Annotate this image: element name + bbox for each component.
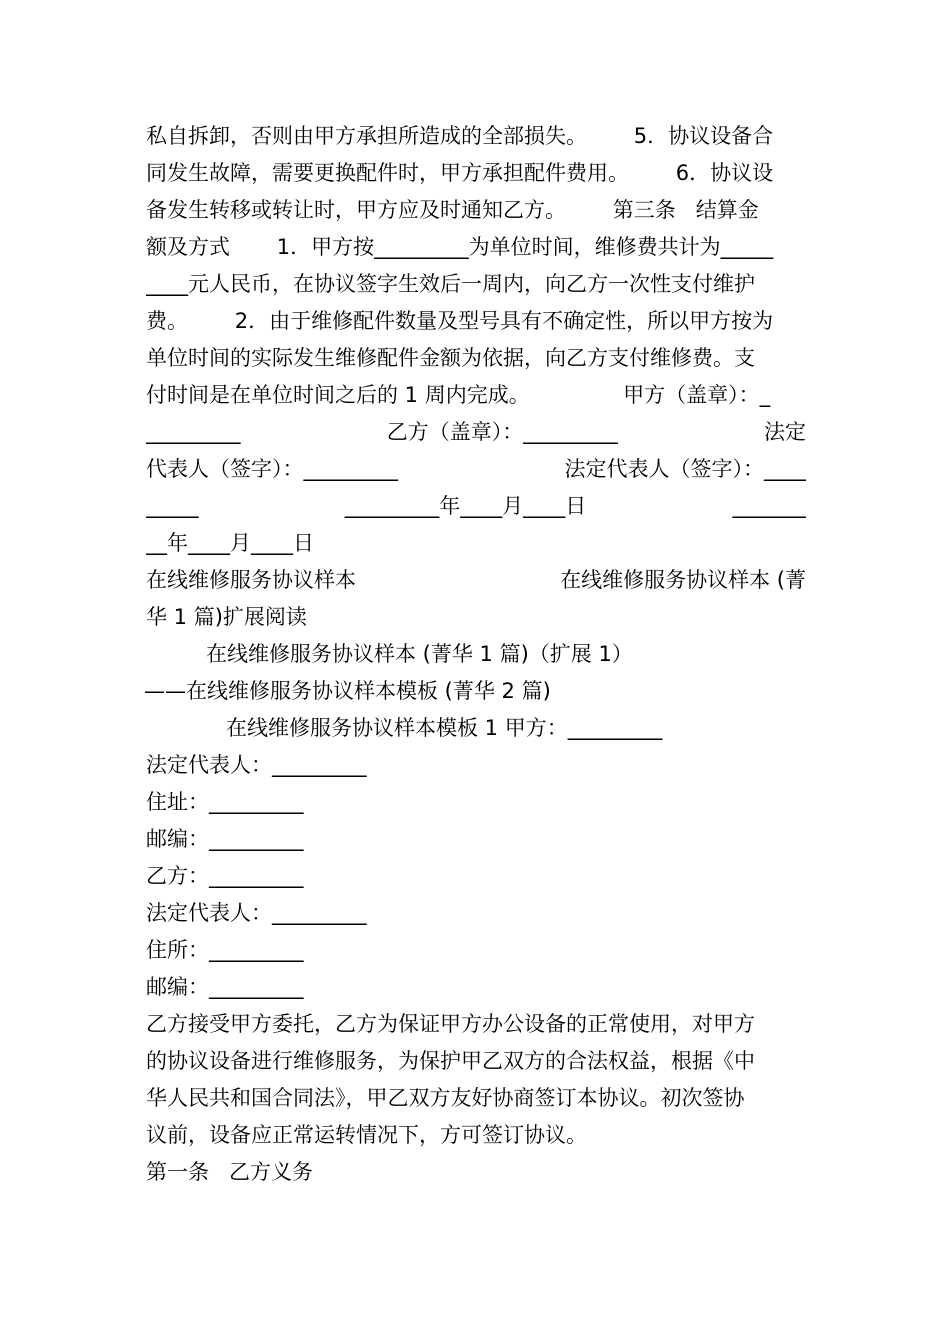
field-line: 法定代表人：_________ <box>146 901 367 925</box>
text-line: 额及方式 1．甲方按_________为单位时间，维修费共计为_____ <box>146 235 774 259</box>
party-a-date: _________年____月____日 <box>344 494 587 518</box>
party-a-legal-rep-sign: 代表人（签字）：_________ <box>146 457 398 481</box>
text-line: ____元人民币，在协议签字生效后一周内，向乙方一次性支付维护 <box>146 272 755 296</box>
related-title: 在线维修服务协议样本 <box>146 568 356 592</box>
paragraph-line: 的协议设备进行维修服务，为保护甲乙双方的合法权益，根据《中 <box>146 1049 755 1073</box>
paragraph-line: 乙方接受甲方委托，乙方为保证甲方办公设备的正常使用，对甲方 <box>146 1012 755 1036</box>
related-cont: 华 1 篇)扩展阅读 <box>146 605 307 629</box>
template-heading: 在线维修服务协议样本模板 1 甲方：_________ <box>226 716 663 740</box>
party-b-seal: 乙方（盖章）：_________ <box>386 420 618 444</box>
legal-rep-label: 法定 <box>764 420 806 444</box>
article-heading: 第一条 乙方义务 <box>146 1160 314 1184</box>
field-line: 邮编：_________ <box>146 975 304 999</box>
text-line: 费。 2．由于维修配件数量及型号具有不确定性，所以甲方按为 <box>146 309 774 333</box>
paragraph-line: 华人民共和国合同法》，甲乙双方友好协商签订本协议。初次签协 <box>146 1086 745 1110</box>
extension-title: 在线维修服务协议样本 (菁华 1 篇)（扩展 1） <box>206 642 633 666</box>
paragraph-line: 议前，设备应正常运转情况下，方可签订协议。 <box>146 1123 587 1147</box>
extension-subtitle: ——在线维修服务协议样本模板 (菁华 2 篇) <box>144 679 551 703</box>
text-line: 同发生故障，需要更换配件时，甲方承担配件费用。 6．协议设 <box>146 161 774 185</box>
related-row <box>146 562 806 599</box>
field-line: 住址：_________ <box>146 790 304 814</box>
signature-blank: _____ <box>146 494 199 518</box>
signature-blank: _________ <box>146 420 241 444</box>
field-line: 乙方：_________ <box>146 864 304 888</box>
party-b-date: __年____月____日 <box>146 531 314 555</box>
text-line: 付时间是在单位时间之后的 1 周内完成。 甲方（盖章）：_ <box>146 383 771 407</box>
signature-blank: _______ <box>732 494 806 518</box>
party-b-legal-rep-sign: 法定代表人（签字）：____ <box>564 457 806 481</box>
text-line: 私自拆卸，否则由甲方承担所造成的全部损失。 5．协议设备合 <box>146 124 774 148</box>
text-line: 备发生转移或转让时，甲方应及时通知乙方。 第三条 结算金 <box>146 198 759 222</box>
date-row <box>146 488 806 525</box>
document-body <box>146 118 806 1191</box>
field-line: 邮编：_________ <box>146 827 304 851</box>
text-line: 单位时间的实际发生维修配件金额为依据，向乙方支付维修费。支 <box>146 346 755 370</box>
related-title: 在线维修服务协议样本 (菁 <box>560 568 806 592</box>
field-line: 住所：_________ <box>146 938 304 962</box>
signature-row <box>146 451 806 488</box>
signature-row <box>146 414 806 451</box>
field-line: 法定代表人：_________ <box>146 753 367 777</box>
